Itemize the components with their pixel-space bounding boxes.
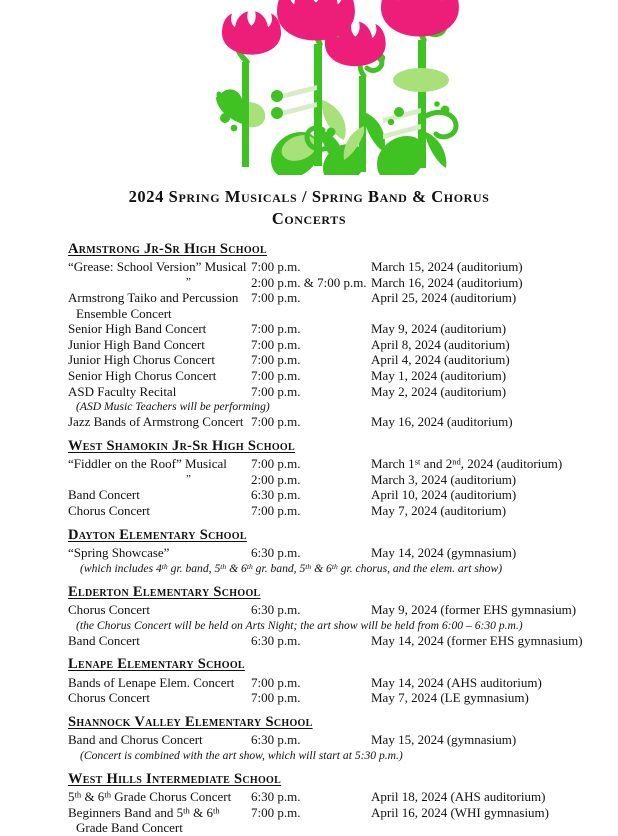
event-date: May 9, 2024 (auditorium)	[371, 321, 507, 337]
event-time: 7:00 p.m.	[251, 321, 301, 337]
event-row	[68, 456, 606, 472]
event-time: 7:00 p.m.	[251, 674, 301, 690]
event-date: May 2, 2024 (auditorium)	[371, 383, 507, 399]
event-time: 7:00 p.m.	[251, 290, 301, 306]
event-date: May 14, 2024 (gymnasium)	[371, 545, 517, 561]
event-row	[68, 545, 606, 561]
event-date: May 1, 2024 (auditorium)	[371, 368, 507, 384]
event-name: ”	[186, 472, 191, 485]
school-block-shannock-valley-elementary-school	[0, 713, 618, 763]
tulip-note-1	[216, 11, 281, 172]
event-name: Chorus Concert	[68, 503, 150, 519]
spring-tulips-music-notes-icon	[159, 0, 459, 175]
school-block-elderton-elementary-school	[0, 583, 618, 649]
event-row	[68, 414, 606, 430]
concert-schedule	[0, 230, 618, 836]
event-row	[68, 306, 606, 322]
event-time: 7:00 p.m.	[251, 690, 301, 706]
event-row	[68, 352, 606, 368]
event-name: Ensemble Concert	[76, 305, 172, 321]
event-time: 6:30 p.m.	[251, 732, 301, 748]
event-time: 2:00 p.m. & 7:00 p.m.	[251, 274, 367, 290]
event-date: May 14, 2024 (AHS auditorium)	[371, 674, 542, 690]
event-row	[68, 633, 606, 649]
event-name: Beginners Band and 5th & 6th	[68, 804, 220, 820]
event-row	[68, 472, 606, 488]
event-row	[68, 487, 606, 503]
event-name: Armstrong Taiko and Percussion	[68, 290, 239, 306]
event-name: Senior High Band Concert	[68, 321, 207, 337]
event-date: May 14, 2024 (former EHS gymnasium)	[371, 632, 583, 648]
event-date: March 1st and 2nd, 2024 (auditorium)	[371, 456, 563, 472]
event-time: 6:30 p.m.	[251, 789, 301, 805]
event-date: March 3, 2024 (auditorium)	[371, 471, 517, 487]
event-time: 6:30 p.m.	[251, 545, 301, 561]
event-name: Senior High Chorus Concert	[68, 368, 217, 384]
event-row	[68, 789, 606, 805]
event-date: May 7, 2024 (auditorium)	[371, 503, 507, 519]
event-date: March 15, 2024 (auditorium)	[371, 258, 523, 274]
school-heading: Elderton Elementary School	[68, 583, 261, 600]
event-time: 7:00 p.m.	[251, 414, 301, 430]
event-row	[68, 259, 606, 275]
event-time: 7:00 p.m.	[251, 503, 301, 519]
event-name: Jazz Bands of Armstrong Concert	[68, 414, 244, 430]
event-name: Band Concert	[68, 632, 140, 648]
event-time: 7:00 p.m.	[251, 368, 301, 384]
event-time: 7:00 p.m.	[251, 804, 301, 820]
event-row	[68, 290, 606, 306]
event-date: April 8, 2024 (auditorium)	[371, 336, 510, 352]
school-heading: West Shamokin Jr-Sr High School	[68, 437, 295, 454]
tulip-note-4	[377, 0, 459, 175]
event-row	[68, 805, 606, 821]
event-name: “Spring Showcase”	[68, 545, 170, 561]
event-time: 6:30 p.m.	[251, 602, 301, 617]
event-date: May 16, 2024 (auditorium)	[371, 414, 513, 430]
event-date: May 15, 2024 (gymnasium)	[371, 732, 517, 748]
event-date: March 16, 2024 (auditorium)	[371, 274, 523, 290]
school-block-armstrong-jr-sr-high-school	[0, 240, 618, 430]
school-heading: Dayton Elementary School	[68, 526, 247, 543]
event-name: Band Concert	[68, 487, 140, 503]
event-row	[68, 602, 606, 618]
page-title-line-2: Concerts	[271, 208, 347, 228]
event-row	[68, 321, 606, 337]
event-name: ASD Faculty Recital	[68, 383, 177, 399]
event-time: 6:30 p.m.	[251, 487, 301, 503]
event-date: May 9, 2024 (former EHS gymnasium)	[371, 602, 577, 617]
event-note: (which includes 4th gr. band, 5th & 6th gr. band, 5th & 6th gr. chorus, and the elem. art show)	[80, 561, 503, 575]
event-date: April 16, 2024 (WHI gymnasium)	[371, 804, 550, 820]
event-date: April 10, 2024 (auditorium)	[371, 487, 517, 503]
event-name: Junior High Band Concert	[68, 336, 205, 352]
page-title-line-1: 2024 Spring Musicals / Spring Band & Chorus	[128, 187, 490, 206]
event-date: April 4, 2024 (auditorium)	[371, 352, 510, 368]
event-name: Band and Chorus Concert	[68, 732, 203, 748]
school-heading: Armstrong Jr-Sr High School	[68, 240, 267, 257]
event-time: 7:00 p.m.	[251, 336, 301, 352]
school-heading: West Hills Intermediate School	[68, 770, 282, 787]
event-name: 5th & 6th Grade Chorus Concert	[68, 789, 232, 805]
event-date: May 7, 2024 (LE gymnasium)	[371, 690, 529, 706]
event-name: Chorus Concert	[68, 690, 150, 706]
school-heading: Shannock Valley Elementary School	[68, 713, 313, 730]
school-block-dayton-elementary-school	[0, 526, 618, 576]
event-name: Grade Band Concert	[76, 820, 183, 836]
event-time: 7:00 p.m.	[251, 383, 301, 399]
event-row	[68, 337, 606, 353]
event-time: 2:00 p.m.	[251, 471, 301, 487]
event-row	[68, 368, 606, 384]
school-block-west-hills-intermediate-school	[0, 770, 618, 836]
event-row	[68, 820, 606, 836]
event-time: 7:00 p.m.	[251, 456, 301, 472]
event-time: 6:30 p.m.	[251, 632, 301, 648]
event-row	[68, 675, 606, 691]
event-name: “Fiddler on the Roof” Musical	[68, 456, 227, 472]
event-row	[68, 690, 606, 706]
event-name: “Grease: School Version” Musical	[68, 258, 247, 274]
event-time: 7:00 p.m.	[251, 352, 301, 368]
event-row	[68, 384, 606, 400]
event-row	[68, 275, 606, 291]
event-time: 7:00 p.m.	[251, 258, 301, 274]
event-row	[68, 503, 606, 519]
school-block-lenape-elementary-school	[0, 655, 618, 706]
event-name: Chorus Concert	[68, 602, 150, 617]
event-date: April 18, 2024 (AHS auditorium)	[371, 789, 546, 805]
page-title	[0, 186, 618, 230]
event-note: (the Chorus Concert will be held on Arts Night; the art show will be held from 6:00 – 6:30 p.m.)	[76, 618, 523, 632]
event-note: (ASD Music Teachers will be performing)	[76, 400, 270, 414]
event-row	[68, 732, 606, 748]
school-block-west-shamokin-jr-sr-high-school	[0, 437, 618, 519]
event-name: Junior High Chorus Concert	[68, 352, 215, 368]
event-name: Bands of Lenape Elem. Concert	[68, 674, 235, 690]
event-name: ”	[186, 275, 191, 288]
event-date: April 25, 2024 (auditorium)	[371, 290, 517, 306]
school-heading: Lenape Elementary School	[68, 656, 245, 673]
header-graphic	[0, 0, 618, 182]
event-note: (Concert is combined with the art show, which will start at 5:30 p.m.)	[80, 748, 403, 762]
